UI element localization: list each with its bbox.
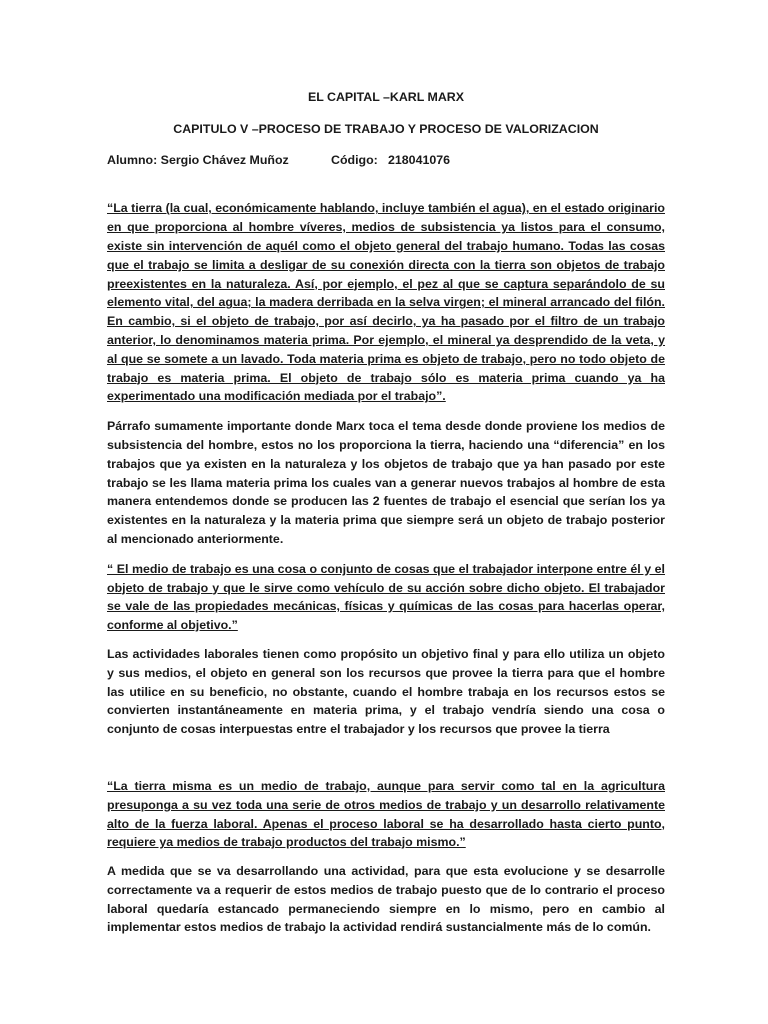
document-title: EL CAPITAL –KARL MARX <box>307 90 465 104</box>
student-name: Alumno: Sergio Chávez Muñoz <box>107 152 289 167</box>
commentary-paragraph: A medida que se va desarrollando una actividad, para que esta evolucione y se desarrolle correctamente va a requerir de estos medios de trabajo puesto que de lo contrario el proceso laboral quedaría estancado permaneciendo siempre en lo mismo, pero en cambio al implementar estos medios de trabajo la actividad rendirá sustancialmente más de lo común. <box>107 864 665 935</box>
quote-paragraph: “La tierra misma es un medio de trabajo, aunque para servir como tal en la agricultura presuponga a su vez toda una serie de otros medios de trabajo y un desarrollo relativamente alto de la fuerza laboral. Apenas el proceso laboral se ha desarrollado hasta cierto punto, requiere ya medios de trabajo productos del trabajo mismo.” <box>107 778 665 850</box>
commentary-paragraph: Las actividades laborales tienen como propósito un objetivo final y para ello utiliza un objeto y sus medios, el objeto en general son los recursos que provee la tierra para que el hombre las utilice en su beneficio, no obstante, cuando el hombre trabaja en los recursos estos se convierten instantáneamente en materia prima, y el trabajo vendría siendo una cosa o conjunto de cosas interpuestas entre el trabajador y los recursos que provee la tierra <box>107 646 665 737</box>
chapter-title: CAPITULO V –PROCESO DE TRABAJO Y PROCESO DE VALORIZACION <box>173 121 599 136</box>
commentary-paragraph: Párrafo sumamente importante donde Marx toca el tema desde donde proviene los medios de subsistencia del hombre, estos no los proporciona la tierra, haciendo una “diferencia” en los trabajos que ya existen en la naturaleza y los objetos de trabajo que ya han pasado por este trabajo se les llama materia prima los cuales van a generar nuevos trabajos al hombre de esta manera entendemos donde se producen las 2 fuentes de trabajo el esencial que serían los ya existentes en la naturaleza y la materia prima que siempre será un objeto de trabajo posterior al mencionado anteriormente. <box>107 419 665 546</box>
code-label: Código: <box>331 152 378 167</box>
code-value: 218041076 <box>388 152 451 167</box>
quote-paragraph: “ El medio de trabajo es una cosa o conjunto de cosas que el trabajador interpone entre él y el objeto de trabajo y que le sirve como vehículo de su acción sobre dicho objeto. El trabajador se vale de las propiedades mecánicas, físicas y químicas de las cosas para hacerlas operar, conforme al objetivo.” <box>107 561 665 633</box>
quote-paragraph: “La tierra (la cual, económicamente hablando, incluye también el agua), en el estado originario en que proporciona al hombre víveres, medios de subsistencia ya listos para el consumo, existe sin intervención de aquél como el objeto general del trabajo humano. Todas las cosas que el trabajo se limita a desligar de su conexión directa con la tierra son objetos de trabajo preexistentes en la naturaleza. Así, por ejemplo, el pez al que se captura separándolo de su elemento vital, del agua; la madera derribada en la selva virgen; el mineral arrancado del filón. En cambio, si el objeto de trabajo, por así decirlo, ya ha pasado por el filtro de un trabajo anterior, lo denominamos materia prima. Por ejemplo, el mineral ya desprendido de la veta, y al que se somete a un lavado. Toda materia prima es objeto de trabajo, pero no todo objeto de trabajo es materia prima. El objeto de trabajo sólo es materia prima cuando ya ha experimentado una modificación mediada por el trabajo”. <box>107 201 665 404</box>
student-info <box>107 151 665 170</box>
